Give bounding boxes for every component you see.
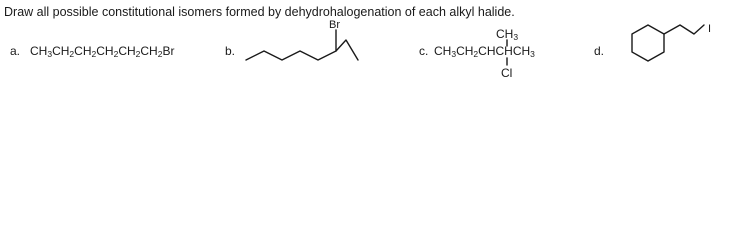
instruction-text: Draw all possible constitutional isomers formed by dehydrohalogenation of each alkyl halide.	[4, 5, 515, 19]
problem-c-chlorine-substituent: Cl	[501, 66, 513, 80]
problem-d-skeletal-structure	[612, 10, 722, 80]
problem-c-top-substituent: $CH_3$	[496, 27, 519, 42]
problem-b-label: b.	[225, 44, 236, 58]
problem-c-formula: $CH_3CH_2CHCHCH_3$	[434, 44, 535, 59]
problem-b-bromine-atom: Br	[329, 19, 340, 31]
problem-a-formula: $CH_3CH_2CH_2CH_2CH_2CH_2Br$	[30, 44, 175, 59]
problem-b-skeletal-structure	[240, 18, 400, 68]
problem-a-label: a.	[10, 44, 21, 58]
problem-d-iodine-atom: I	[708, 23, 712, 35]
problem-d-label: d.	[594, 44, 605, 58]
problem-c-label: c.	[419, 44, 429, 58]
